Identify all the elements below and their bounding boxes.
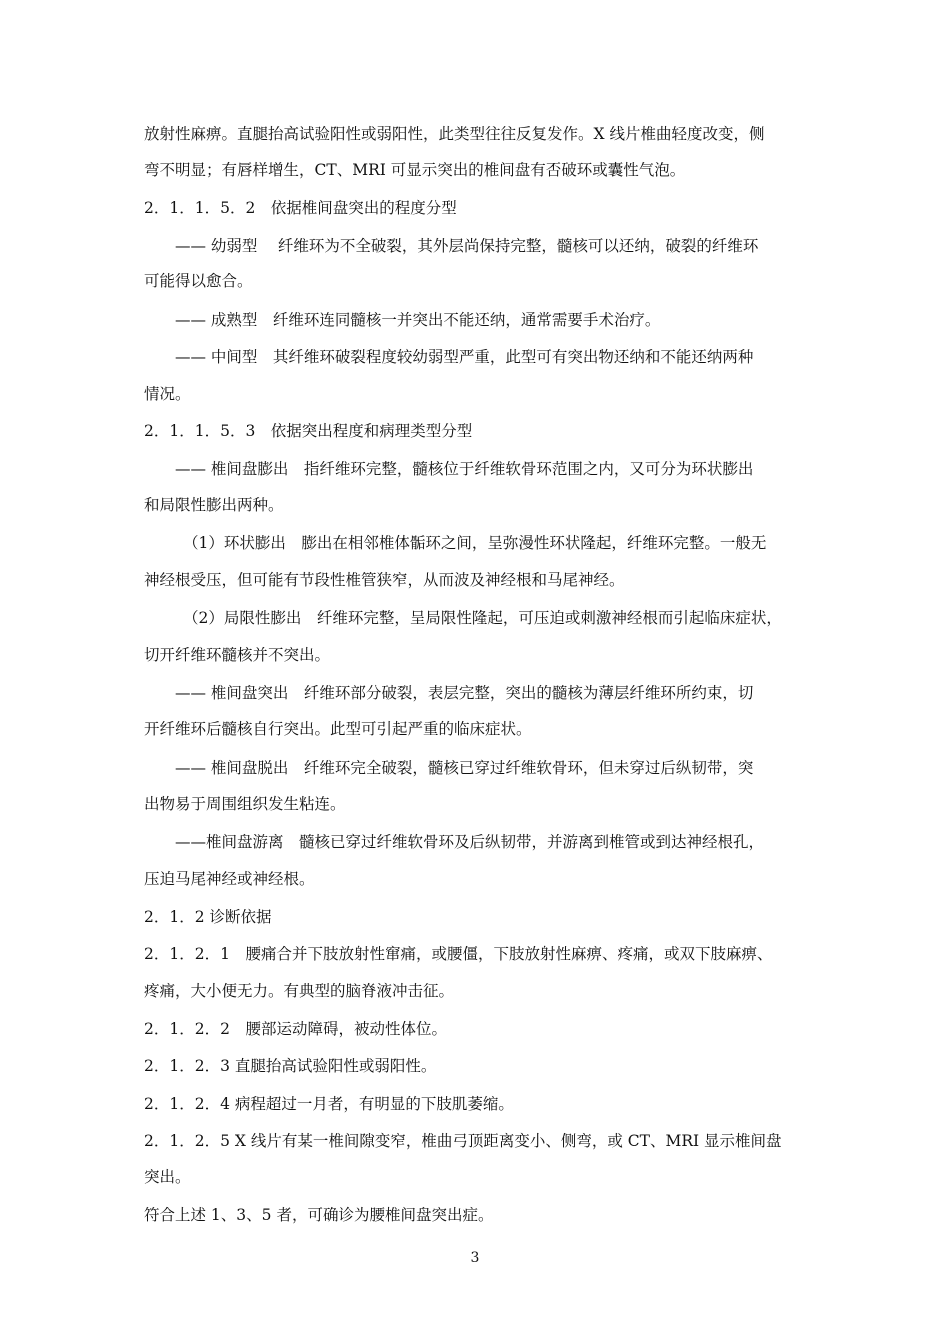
text-line: 2．1．2．4 病程超过一月者，有明显的下肢肌萎缩。 [144,1095,514,1113]
text-line: 2．1．2．2 腰部运动障碍，被动性体位。 [144,1020,447,1038]
text-line: 神经根受压，但可能有节段性椎管狭窄，从而波及神经根和马尾神经。 [144,571,625,589]
text-line: 2．1．2．5 X 线片有某一椎间隙变窄，椎曲弓顶距离变小、侧弯，或 CT、MRI 显示椎间盘 [144,1132,782,1150]
text-line: ——椎间盘游离 髓核已穿过纤维软骨环及后纵韧带，并游离到椎管或到达神经根孔， [175,833,765,851]
text-line: 2．1．2．1 腰痛合并下肢放射性窜痛，或腰僵，下肢放射性麻痹、疼痛，或双下肢麻痹、 [144,945,773,963]
section-heading: 2．1．2 诊断依据 [144,908,272,926]
text-line: —— 中间型 其纤维环破裂程度较幼弱型严重，此型可有突出物还纳和不能还纳两种 [175,348,754,366]
text-line: 开纤维环后髓核自行突出。此型可引起严重的临床症状。 [144,720,532,738]
text-line: 切开纤维环髓核并不突出。 [144,646,331,664]
text-line: 放射性麻痹。直腿抬高试验阳性或弱阳性，此类型往往反复发作。X 线片椎曲轻度改变，侧 [144,125,765,143]
text-line: 出物易于周围组织发生粘连。 [144,795,346,813]
section-heading: 2．1．1．5．2 依据椎间盘突出的程度分型 [144,199,457,217]
section-heading: 2．1．1．5．3 依据突出程度和病理类型分型 [144,422,473,440]
text-line: —— 椎间盘突出 纤维环部分破裂，表层完整，突出的髓核为薄层纤维环所约束，切 [175,684,754,702]
text-line: 压迫马尾神经或神经根。 [144,870,315,888]
text-line: 情况。 [144,385,191,403]
text-line: —— 幼弱型 纤维环为不全破裂，其外层尚保持完整，髓核可以还纳，破裂的纤维环 [175,237,759,255]
text-line: —— 椎间盘膨出 指纤维环完整，髓核位于纤维软骨环范围之内，又可分为环状膨出 [175,460,754,478]
text-line: （1）环状膨出 膨出在相邻椎体骺环之间，呈弥漫性环状隆起，纤维环完整。一般无 [183,534,767,552]
text-line: 可能得以愈合。 [144,272,253,290]
text-line: —— 成熟型 纤维环连同髓核一并突出不能还纳，通常需要手术治疗。 [175,311,661,329]
text-line: （2）局限性膨出 纤维环完整，呈局限性隆起，可压迫或刺激神经根而引起临床症状， [183,609,782,627]
text-line: —— 椎间盘脱出 纤维环完全破裂，髓核已穿过纤维软骨环，但未穿过后纵韧带，突 [175,759,754,777]
text-line: 突出。 [144,1168,191,1186]
text-line: 2．1．2．3 直腿抬高试验阳性或弱阳性。 [144,1057,437,1075]
text-line: 和局限性膨出两种。 [144,496,284,514]
text-line: 符合上述 1、3、5 者，可确诊为腰椎间盘突出症。 [144,1206,494,1224]
text-line: 弯不明显；有唇样增生，CT、MRI 可显示突出的椎间盘有否破环或囊性气泡。 [144,161,686,179]
page-number: 3 [470,1250,480,1266]
text-line: 疼痛，大小便无力。有典型的脑脊液冲击征。 [144,982,455,1000]
